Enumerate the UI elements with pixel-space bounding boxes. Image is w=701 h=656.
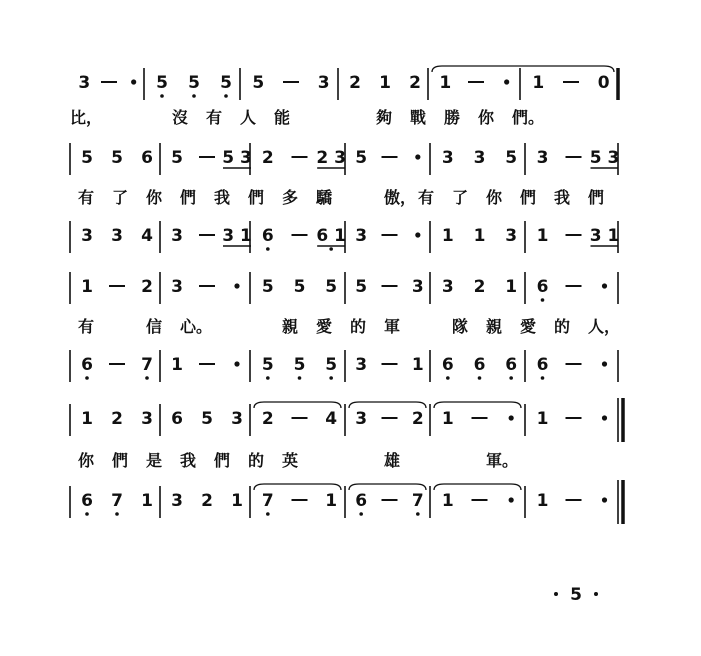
slur xyxy=(349,402,426,408)
dot xyxy=(234,283,239,288)
lyric-char: 夠 xyxy=(376,108,393,127)
dot xyxy=(504,79,509,84)
note: 5 xyxy=(171,148,183,168)
octave-dot xyxy=(359,512,363,516)
lyrics-row xyxy=(70,108,544,128)
note: 5 xyxy=(261,277,274,297)
octave-dot xyxy=(446,376,450,380)
note: 6 xyxy=(261,226,274,246)
lyric-char: 雄 xyxy=(384,451,401,470)
note: 1 xyxy=(81,277,93,297)
lyric-char: 有 xyxy=(78,188,95,207)
lyric-char: 們 xyxy=(520,188,537,207)
octave-dot xyxy=(329,247,333,251)
dot xyxy=(602,361,607,366)
note: 4 xyxy=(325,409,338,429)
lyric-char: 傲， xyxy=(384,188,417,207)
note: 2 xyxy=(261,148,274,168)
note: 7 xyxy=(261,491,274,511)
note: 3 xyxy=(473,148,486,168)
note: 6 xyxy=(536,355,549,375)
note: 3 xyxy=(411,277,424,297)
lyric-char: 我 xyxy=(214,188,231,207)
dot xyxy=(234,361,239,366)
note: 6 xyxy=(81,491,93,511)
slur xyxy=(432,66,614,72)
lyric-char: 們 xyxy=(180,188,197,207)
lyric-char: 的 xyxy=(350,317,367,336)
octave-dot xyxy=(416,512,420,516)
lyric-char: 比， xyxy=(70,108,103,127)
note: 5 xyxy=(111,148,123,168)
note: 1 xyxy=(231,491,243,511)
octave-dot xyxy=(115,512,119,516)
lyric-char: 能 xyxy=(274,108,291,127)
notes-row xyxy=(70,221,619,253)
note: 5 xyxy=(156,73,168,93)
slur xyxy=(254,402,341,408)
octave-dot xyxy=(266,247,270,251)
note: 5 xyxy=(325,355,338,375)
lyric-char: 你 xyxy=(478,108,495,127)
note: 5 xyxy=(293,355,306,375)
note: 5 xyxy=(81,148,93,168)
note: 0 xyxy=(597,73,610,93)
lyric-char: 軍。 xyxy=(486,451,519,470)
dot xyxy=(602,497,607,502)
lyric-char: 們 xyxy=(112,451,129,470)
note: 3 xyxy=(171,491,183,511)
notes-row xyxy=(70,350,618,382)
note: 6 xyxy=(171,409,183,429)
lyrics-row xyxy=(78,188,604,208)
lyric-char: 人 xyxy=(240,108,257,127)
note: 7 xyxy=(141,355,153,375)
notes-row xyxy=(70,143,619,175)
note: 2 xyxy=(473,277,486,297)
note: 5 3 xyxy=(222,148,252,168)
note: 4 xyxy=(141,226,153,246)
lyric-char: 愛 xyxy=(316,317,333,336)
dot xyxy=(602,415,607,420)
dot xyxy=(509,497,514,502)
note: 5 xyxy=(188,73,200,93)
note: 6 xyxy=(355,491,368,511)
note: 1 xyxy=(379,73,391,93)
note: 3 1 xyxy=(222,226,252,246)
octave-dot xyxy=(541,298,545,302)
note: 1 xyxy=(411,355,424,375)
note: 3 xyxy=(141,409,153,429)
note: 7 xyxy=(411,491,424,511)
octave-dot xyxy=(85,512,89,516)
lyric-char: 親 xyxy=(486,317,503,336)
lyric-char: 你 xyxy=(486,188,503,207)
slur xyxy=(434,402,521,408)
note: 3 xyxy=(355,355,368,375)
page-dot xyxy=(594,592,598,596)
note: 6 xyxy=(81,355,93,375)
note: 6 xyxy=(505,355,518,375)
note: 5 xyxy=(261,355,274,375)
note: 1 xyxy=(536,409,549,429)
page-number: 5 xyxy=(570,585,582,605)
note: 2 xyxy=(141,277,153,297)
lyric-char: 們 xyxy=(248,188,265,207)
lyric-char: 有 xyxy=(78,317,95,336)
lyric-char: 有 xyxy=(418,188,435,207)
lyric-char: 的 xyxy=(554,317,571,336)
note: 5 xyxy=(355,148,368,168)
lyric-char: 親 xyxy=(282,317,299,336)
octave-dot xyxy=(160,94,164,98)
lyric-char: 信 xyxy=(146,317,163,336)
note: 2 xyxy=(111,409,123,429)
slur xyxy=(254,484,341,490)
note: 1 xyxy=(441,491,454,511)
lyric-char: 你 xyxy=(78,451,95,470)
note: 5 xyxy=(325,277,338,297)
note: 5 xyxy=(355,277,368,297)
note: 6 xyxy=(473,355,486,375)
note: 3 xyxy=(441,277,454,297)
note: 7 xyxy=(111,491,123,511)
lyric-char: 們。 xyxy=(512,108,545,127)
lyric-char: 愛 xyxy=(520,317,537,336)
notes-row xyxy=(70,398,623,442)
lyric-char: 多 xyxy=(282,188,299,207)
note: 1 xyxy=(325,491,338,511)
note: 2 xyxy=(409,73,421,93)
octave-dot xyxy=(298,376,302,380)
note: 2 xyxy=(349,73,361,93)
lyric-char: 我 xyxy=(180,451,197,470)
note: 3 xyxy=(317,73,330,93)
slur xyxy=(434,484,521,490)
octave-dot xyxy=(224,94,228,98)
lyric-char: 的 xyxy=(248,451,265,470)
note: 3 xyxy=(355,226,368,246)
note: 1 xyxy=(441,226,454,246)
note: 3 xyxy=(78,73,91,93)
note: 2 xyxy=(411,409,424,429)
dot xyxy=(509,415,514,420)
note: 6 xyxy=(141,148,153,168)
octave-dot xyxy=(329,376,333,380)
lyric-char: 勝 xyxy=(444,108,461,127)
note: 5 xyxy=(505,148,518,168)
note: 5 xyxy=(293,277,306,297)
lyric-char: 們 xyxy=(214,451,231,470)
lyric-char: 你 xyxy=(146,188,163,207)
note: 6 xyxy=(536,277,549,297)
note: 5 xyxy=(201,409,213,429)
note: 3 xyxy=(171,277,183,297)
octave-dot xyxy=(509,376,513,380)
dot xyxy=(602,283,607,288)
octave-dot xyxy=(541,376,545,380)
page-dot xyxy=(554,592,558,596)
note: 1 xyxy=(536,491,549,511)
notes-row xyxy=(70,480,623,524)
lyric-char: 英 xyxy=(282,451,299,470)
slur xyxy=(349,484,426,490)
octave-dot xyxy=(266,512,270,516)
notes-row xyxy=(70,272,618,304)
dot xyxy=(131,79,136,84)
note: 5 3 xyxy=(589,148,620,168)
octave-dot xyxy=(85,376,89,380)
note: 6 1 xyxy=(316,226,346,246)
lyric-char: 沒 xyxy=(172,108,189,127)
octave-dot xyxy=(266,376,270,380)
note: 1 xyxy=(81,409,93,429)
note: 3 xyxy=(505,226,518,246)
lyric-char: 有 xyxy=(206,108,223,127)
note: 5 xyxy=(252,73,265,93)
lyric-char: 心。 xyxy=(180,317,213,336)
page-number-group xyxy=(554,585,598,605)
lyric-char: 了 xyxy=(452,188,469,207)
lyric-char: 驕 xyxy=(316,188,333,207)
note: 5 xyxy=(220,73,232,93)
note: 3 xyxy=(441,148,454,168)
lyrics-row xyxy=(78,451,518,470)
note: 1 xyxy=(441,409,454,429)
lyric-char: 隊 xyxy=(452,317,469,336)
note: 3 xyxy=(231,409,243,429)
note: 3 1 xyxy=(589,226,620,246)
note: 3 xyxy=(81,226,93,246)
note: 3 xyxy=(355,409,368,429)
dot xyxy=(415,154,420,159)
lyric-char: 是 xyxy=(146,451,163,470)
lyric-char: 了 xyxy=(112,188,129,207)
lyric-char: 們 xyxy=(588,188,605,207)
lyric-char: 我 xyxy=(554,188,571,207)
note: 2 xyxy=(261,409,274,429)
notes-row xyxy=(78,66,618,100)
octave-dot xyxy=(145,376,149,380)
note: 3 xyxy=(171,226,183,246)
lyric-char: 軍 xyxy=(384,317,401,336)
note: 1 xyxy=(439,73,452,93)
octave-dot xyxy=(478,376,482,380)
note: 1 xyxy=(473,226,486,246)
note: 3 xyxy=(536,148,549,168)
note: 3 xyxy=(111,226,123,246)
note: 1 xyxy=(141,491,153,511)
dot xyxy=(415,232,420,237)
note: 1 xyxy=(171,355,183,375)
note: 2 xyxy=(201,491,213,511)
note: 6 xyxy=(441,355,454,375)
lyrics-row xyxy=(78,317,620,337)
note: 1 xyxy=(532,73,545,93)
note: 1 xyxy=(536,226,549,246)
lyric-char: 人， xyxy=(588,317,621,336)
lyric-char: 戰 xyxy=(410,108,427,127)
note: 2 3 xyxy=(316,148,346,168)
note: 1 xyxy=(505,277,518,297)
octave-dot xyxy=(192,94,196,98)
